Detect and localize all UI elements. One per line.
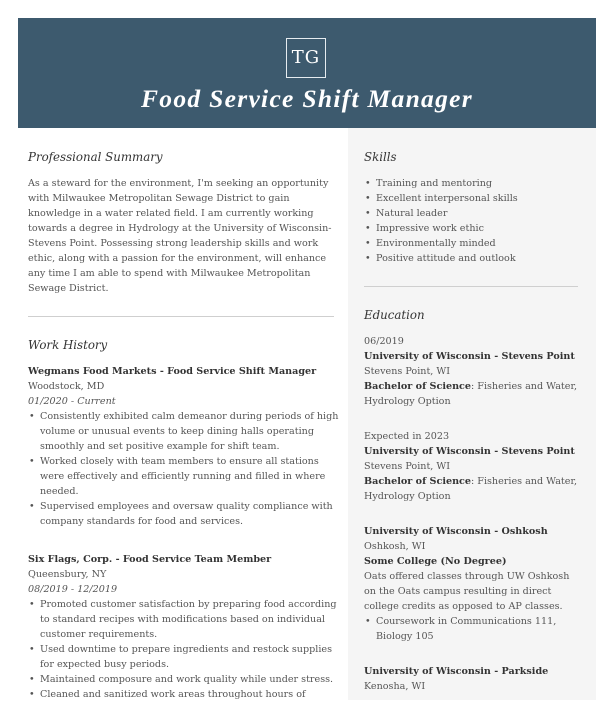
initials-monogram: TG [286,38,326,78]
work-heading: Work History [28,338,108,352]
section-divider [364,286,578,287]
edu-degree: Bachelor of Science: Fisheries and Water, [364,476,578,487]
job-location: Queensbury, NY [28,569,107,580]
edu-description: on the Oats campus resulting in direct [364,586,552,597]
edu-description: Oats offered classes through UW Oshkosh [364,571,570,582]
summary-line: with Milwaukee Metropolitan Sewage District to gain [28,193,290,204]
edu-degree: Some College (No Degree) [364,556,507,567]
edu-date: 06/2019 [364,336,404,347]
edu-field: Hydrology Option [364,491,451,502]
edu-school: University of Wisconsin - Stevens Point [364,351,575,362]
edu-school: University of Wisconsin - Parkside [364,666,549,677]
edu-location: Kenosha, WI [364,681,426,692]
skill-item: • Environmentally minded [364,236,590,251]
skill-item: • Positive attitude and outlook [364,251,590,266]
education-entry [364,524,592,644]
skills-heading: Skills [364,150,397,164]
skill-item: • Excellent interpersonal skills [364,191,590,206]
job-title: Wegmans Food Markets - Food Service Shift Manager [28,366,317,377]
edu-field: Hydrology Option [364,396,451,407]
summary-line: Stevens Point. Possessing strong leadership skills and work [28,238,319,249]
job-bullets [28,597,340,702]
skill-item: • Impressive work ethic [364,221,590,236]
summary-heading: Professional Summary [28,150,163,164]
summary-line: Sewage District. [28,283,109,294]
skill-item: • Natural leader [364,206,590,221]
edu-location: Oshkosh, WI [364,541,426,552]
summary-line: ethic, along with a passion for the environment, will enhance [28,253,327,264]
list-item: • Worked closely with team members to ensure all stations were effectively and efficiently running and filled in where needed. [28,454,340,499]
summary-line: As a steward for the environment, I'm seeking an opportunity [28,178,329,189]
list-item: • Coursework in Communications 111, Biology 105 [364,614,592,644]
education-entry [364,429,592,504]
education-heading: Education [364,308,425,322]
skills-list [364,176,590,266]
list-item: • Cleaned and sanitized work areas throughout hours of [28,687,340,702]
list-item: • Supervised employees and oversaw quality compliance with company standards for food and services. [28,499,340,529]
summary-line: towards a degree in Hydrology at the University of Wisconsin- [28,223,332,234]
edu-date: Expected in 2023 [364,431,450,442]
summary-line: knowledge in a water related field. I am currently working [28,208,314,219]
edu-bullets [364,614,592,644]
job-entry [28,364,340,529]
job-title: Six Flags, Corp. - Food Service Team Member [28,554,272,565]
education-entry [364,664,592,694]
edu-location: Stevens Point, WI [364,366,451,377]
job-dates: 08/2019 - 12/2019 [28,584,118,595]
edu-description: college credits as opposed to AP classes. [364,601,563,612]
list-item: • Consistently exhibited calm demeanor during periods of high volume or unusual events to keep dining halls operating smoothly and set positive example for shift team. [28,409,340,454]
job-location: Woodstock, MD [28,381,105,392]
edu-degree: Bachelor of Science: Fisheries and Water, [364,381,578,392]
edu-school: University of Wisconsin - Oshkosh [364,526,548,537]
summary-text [28,176,338,296]
skill-item: • Training and mentoring [364,176,590,191]
job-entry [28,552,340,702]
job-dates: 01/2020 - Current [28,396,116,407]
list-item: • Used downtime to prepare ingredients and restock supplies for expected busy periods. [28,642,340,672]
edu-school: University of Wisconsin - Stevens Point [364,446,575,457]
edu-location: Stevens Point, WI [364,461,451,472]
list-item: • Promoted customer satisfaction by preparing food according to standard recipes with modifications based on individual customer requirements. [28,597,340,642]
job-bullets [28,409,340,529]
summary-line: any time I am able to spend with Milwaukee Metropolitan [28,268,311,279]
list-item: • Maintained composure and work quality while under stress. [28,672,340,687]
resume-title: Food Service Shift Manager [140,84,474,113]
education-entry [364,334,592,409]
section-divider [28,316,334,317]
